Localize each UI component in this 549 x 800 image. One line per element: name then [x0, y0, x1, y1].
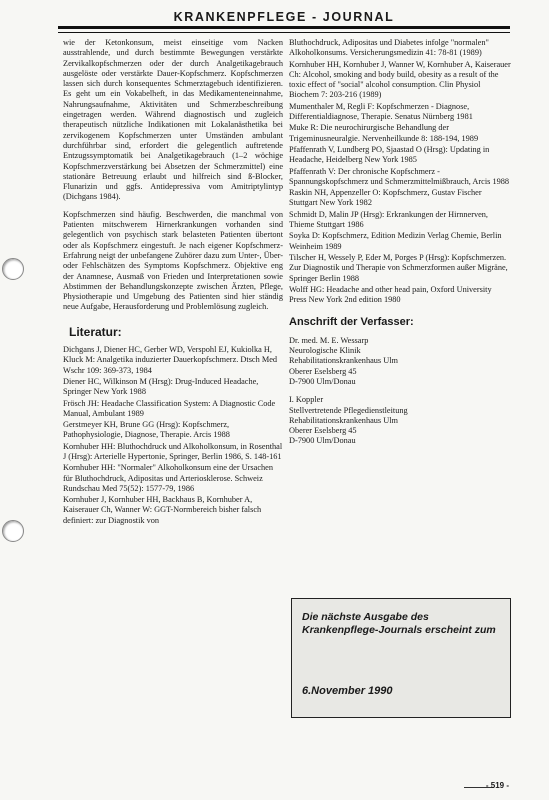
reference-item: Tilscher H, Wessely P, Eder M, Porges P (Hrsg): Kopfschmerzen. Zur Diagnostik und Therapie von Schmerzformen außer Migräne, Springer Berlin 1988 [289, 252, 508, 283]
reference-item: Gerstmeyer KH, Brune GG (Hrsg): Kopfschmerz, Pathophysiologie, Diagnose, Therapie. Arcis 1988 [63, 420, 230, 440]
body-paragraph: wie der Ketonkonsum, meist einseitige vom Nacken ausstrahlende, und durch bestimmte Bewegungen verstärkte Zervikalkopfschmerzen oder der durch Analgetikagebrauch ausgelöste oder verstärkte Dauer-Kopfschmerz. Kopfschmerzen lassen sich durch konsequentes Schmerztagebuch identifizieren. Es geht um ein Vokabelheft, in das Medikamenteneinnahme, Nahrungsaufnahme, Aktivitäten und Schmerzbeschreibung eingetragen werden. Während diagnostisch und zugleich therapeutisch nützliche Indikationen mit Lokalanästhetika bei zervikogenem Kopfschmerzen unter Umständen ambulant durchführbar sind, erfordert die gelegentlich auftretende Entzugssymptomatik bei Analgetikagebrauch (1–2 wöchige Kopfschmerzverstärkung bei Absetzen der Schmerzmittel) eine stationäre Betreuung erlaubt und hilfreich sind ß-Blocker, Flunarizin und ggfs. Antidepressiva vom Amitriptylintyp (Dichgans 1984). [63, 38, 283, 202]
reference-item: Kornhuber J, Kornhuber HH, Backhaus B, Kornhuber A, Kaiserauer Ch, Wanner W: GGT-Normbereich bisher falsch definiert: zur Diagnostik von [63, 495, 262, 525]
reference-item: Dichgans J, Diener HC, Gerber WD, Verspohl EJ, Kukiolka H, Kluck M: Analgetika induzierter Dauerkopfschmerz. Dtsch Med Wschr 109: 369-373, 1984 [63, 345, 278, 375]
next-issue-date: 6.November 1990 [302, 685, 393, 697]
reference-item: Kornhuber HH, Kornhuber J, Wanner W, Kornhuber A, Kaiserauer Ch: Alcohol, smoking and body build, obesity as a result of the toxic effect of "social" alcohol consumption. Clin Physiol Biochem 7: 203-216 (1989) [289, 59, 511, 100]
reference-item: Bluthochdruck, Adipositas und Diabetes infolge "normalen" Alkoholkonsums. Versicherungsmedizin 41: 78-81 (1989) [289, 38, 489, 58]
address-line: Rehabilitationskrankenhaus Ulm [289, 415, 398, 425]
journal-title: KRANKENPFLEGE - JOURNAL [173, 10, 395, 24]
address-line: D-7900 Ulm/Donau [289, 376, 356, 386]
reference-item: Raskin NH, Appenzeller O: Kopfschmerz, Gustav Fischer Stuttgart New York 1982 [289, 188, 482, 208]
author-address-heading: Anschrift der Verfasser: [289, 316, 414, 329]
left-column [63, 38, 283, 527]
reference-item: Kornhuber HH: Bluthochdruck und Alkoholkonsum, in Rosenthal J (Hrsg): Arterielle Hypertonie, Springer, Berlin 1986, S. 148-161 [63, 441, 283, 461]
reference-item: Kornhuber HH: "Normaler" Alkoholkonsum eine der Ursachen für Bluthochdruck, Adipositas und Arteriosklerose. Schweiz Rundschau Med 75(52): 1577-79, 1986 [63, 463, 273, 493]
next-issue-notice-box [291, 598, 511, 718]
literature-heading: Literatur: [69, 324, 122, 339]
address-line: I. Koppler [289, 395, 324, 405]
address-line: Rehabilitationskrankenhaus Ulm [289, 356, 398, 366]
address-line: D-7900 Ulm/Donau [289, 436, 356, 446]
address-line: Dr. med. M. E. Wessarp [289, 335, 369, 345]
journal-header [58, 10, 510, 36]
reference-item: Muke R: Die neurochirurgische Behandlung der Trigeminusneuralgie. Nervenheilkunde 8: 188-194, 1989 [289, 123, 479, 143]
reference-item: Frösch JH: Headache Classification System: A Diagnostic Code Manual, Ambulant 1989 [63, 398, 276, 418]
body-paragraph: Kopfschmerzen sind häufig. Beschwerden, die manchmal von Patienten mitschwerem Hirnerkrankungen vorhanden sind gelegentlich von psychisch stark belasteten Patienten übertont oder als Kopfschmerz eingestuft. Je nach eigener Kopfschmerz-Erfahrung neigt der unbefangene Zuhörer dazu zum Unter-, Über- oder Fehlschätzen des Symptoms Kopfschmerz. Objektive eng der Anamnese, Ausmaß von Frieden und Interpretationen sowie Abstimmen der Behandlungskonzepte zwischen Ärzten, Pflege, Physiotherapie und Umgebung des Patienten sind hier ständig neue Aufgabe, Herausforderung und Problemlösung zugleich. [63, 209, 283, 312]
author-address-1 [289, 336, 511, 387]
punch-hole [2, 258, 24, 280]
reference-item: Mumenthaler M, Regli F: Kopfschmerzen - Diagnose, Differentialdiagnose, Therapie. Senatus Nürnberg 1981 [289, 101, 473, 122]
address-line: Oberer Eselsberg 45 [289, 426, 357, 436]
page-number: - 519 - [485, 781, 509, 790]
header-rule-thin [58, 32, 510, 33]
address-line: Neurologische Klinik [289, 346, 361, 356]
reference-item: Pfaffenrath V, Lundberg PO, Sjaastad O (Hrsg): Updating in Headache, Heidelberg New York 1985 [289, 144, 490, 165]
reference-item: Wolff HG: Headache and other head pain, Oxford University Press New York 2nd edition 1980 [289, 284, 492, 305]
punch-hole [2, 520, 24, 542]
right-column [289, 38, 511, 455]
header-rule [58, 26, 510, 29]
next-issue-text: Die nächste Ausgabe des Krankenpflege-Journals erscheint zum [302, 611, 496, 636]
reference-item: Soyka D: Kopfschmerz, Edition Medizin Verlag Chemie, Berlin Weinheim 1989 [289, 231, 502, 251]
reference-item: Pfaffenrath V: Der chronische Kopfschmerz - Spannungskopfschmerz und Schmerzmittelmißbrauch, Arcis 1988 [289, 166, 510, 186]
author-address-2 [289, 395, 511, 446]
reference-item: Diener HC, Wilkinson M (Hrsg): Drug-Induced Headache, Springer New York 1988 [63, 376, 259, 397]
address-line: Oberer Eselsberg 45 [289, 366, 357, 376]
address-line: Stellvertretende Pflegedienstleitung [289, 405, 408, 415]
reference-item: Schmidt D, Malin JP (Hrsg): Erkrankungen der Hirnnerven, Thieme Stuttgart 1986 [289, 209, 489, 230]
